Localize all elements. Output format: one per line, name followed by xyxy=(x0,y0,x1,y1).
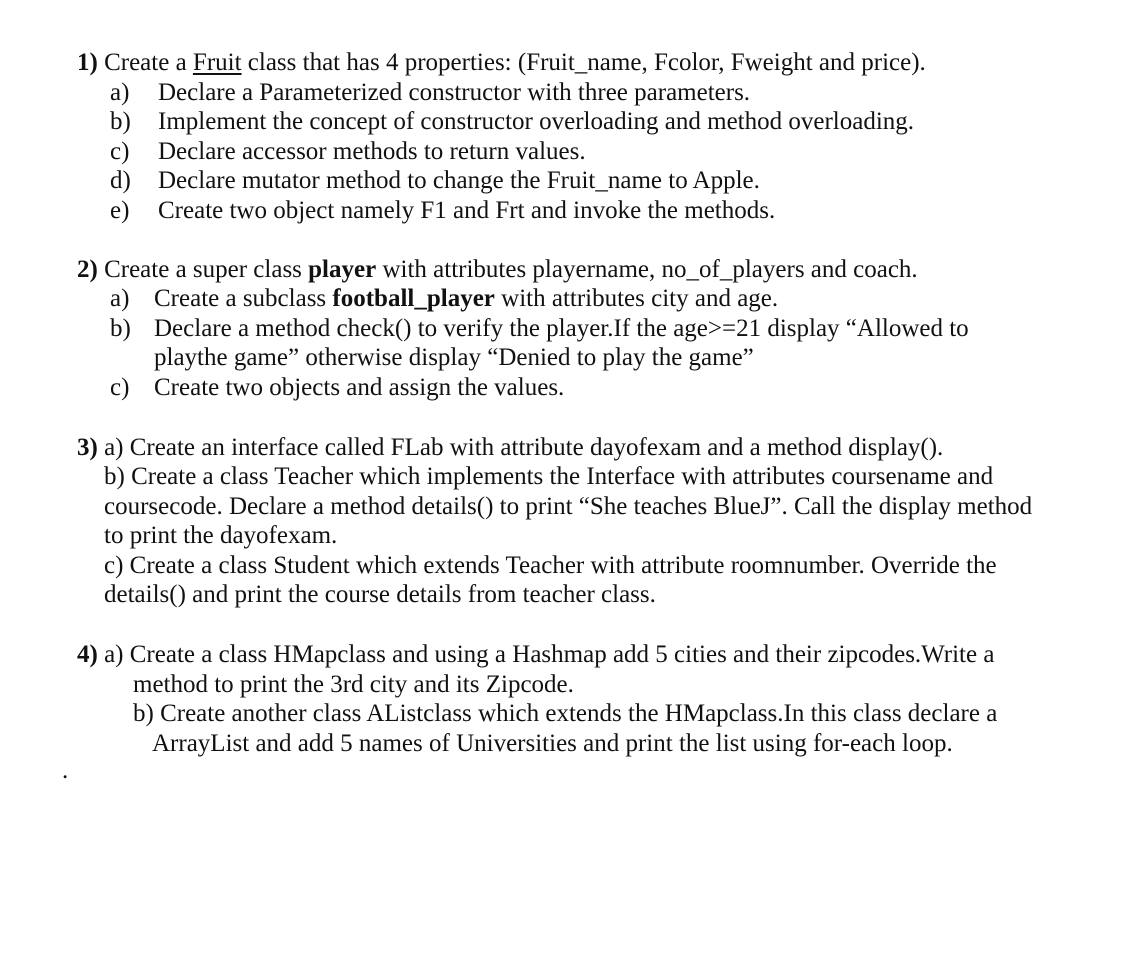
q4-line-b: b) Create another class AListclass which extends the HMapclass.In this class declare a xyxy=(133,700,998,727)
q1-item-a-label: a) xyxy=(110,79,130,106)
q2-subclass-name: football_player xyxy=(332,285,495,312)
q2-number: 2) xyxy=(77,256,98,283)
q2-item-b-continuation: playthe game” otherwise display “Denied to play the game” xyxy=(154,344,754,371)
q1-number: 1) xyxy=(77,49,98,76)
q1-intro xyxy=(77,48,926,78)
q2-class-name: player xyxy=(308,256,377,283)
q2-item-a xyxy=(110,284,778,314)
q3-number: 3) xyxy=(77,434,98,461)
q1-item-c xyxy=(110,137,586,167)
q1-item-b-label: b) xyxy=(110,108,131,135)
q3-line-a-text: a) Create an interface called FLab with attribute dayofexam and a method display(). xyxy=(104,434,944,461)
q4-line-a-text: a) Create a class HMapclass and using a Hashmap add 5 cities and their zipcodes.Write a xyxy=(104,641,995,668)
q2-intro xyxy=(77,255,918,285)
q1-item-c-label: c) xyxy=(110,138,130,165)
q1-intro-post: class that has 4 properties: (Fruit_name, Fcolor, Fweight and price). xyxy=(241,49,926,76)
q1-item-b xyxy=(110,107,914,137)
q1-item-e-label: e) xyxy=(110,197,130,224)
q4-line-a-cont: method to print the 3rd city and its Zipcode. xyxy=(133,671,574,698)
q3-line-c: c) Create a class Student which extends Teacher with attribute roomnumber. Override the xyxy=(104,552,997,579)
q1-item-b-text: Implement the concept of constructor overloading and method overloading. xyxy=(158,108,915,135)
q2-item-b-label: b) xyxy=(110,315,131,342)
q3-line-b-cont2: to print the dayofexam. xyxy=(104,522,338,549)
q2-item-a-pre: Create a subclass xyxy=(154,285,333,312)
q1-item-d xyxy=(110,166,760,196)
q1-item-c-text: Declare accessor methods to return values. xyxy=(158,138,586,165)
q2-item-c-text: Create two objects and assign the values. xyxy=(154,374,565,401)
q4-line-a xyxy=(77,640,994,670)
stray-period: . xyxy=(62,757,69,784)
q1-item-d-text: Declare mutator method to change the Fruit_name to Apple. xyxy=(158,167,760,194)
q1-item-a xyxy=(110,78,750,108)
q4-number: 4) xyxy=(77,641,98,668)
q2-item-c-label: c) xyxy=(110,374,130,401)
q2-item-b xyxy=(110,314,969,344)
q1-intro-pre: Create a xyxy=(104,49,193,76)
q3-line-a xyxy=(77,433,943,463)
q1-item-e xyxy=(110,196,775,226)
q2-item-a-post: with attributes city and age. xyxy=(494,285,779,312)
q3-line-b: b) Create a class Teacher which implements the Interface with attributes coursename and xyxy=(104,463,994,490)
q2-intro-post: with attributes playername, no_of_players and coach. xyxy=(376,256,918,283)
q4-line-b-cont: ArrayList and add 5 names of Universities and print the list using for-each loop. xyxy=(152,730,953,757)
q2-item-a-label: a) xyxy=(110,285,130,312)
q2-item-c xyxy=(110,373,564,403)
q1-class-name: Fruit xyxy=(192,49,242,76)
q1-item-e-text: Create two object namely F1 and Frt and invoke the methods. xyxy=(158,197,776,224)
q3-line-c-cont: details() and print the course details from teacher class. xyxy=(104,581,656,608)
q1-item-a-text: Declare a Parameterized constructor with three parameters. xyxy=(158,79,751,106)
q1-item-d-label: d) xyxy=(110,167,131,194)
q2-intro-pre: Create a super class xyxy=(104,256,309,283)
q2-item-b-line1: Declare a method check() to verify the player.If the age>=21 display “Allowed to xyxy=(154,315,969,342)
q3-line-b-cont1: coursecode. Declare a method details() to print “She teaches BlueJ”. Call the display method xyxy=(104,493,1033,520)
